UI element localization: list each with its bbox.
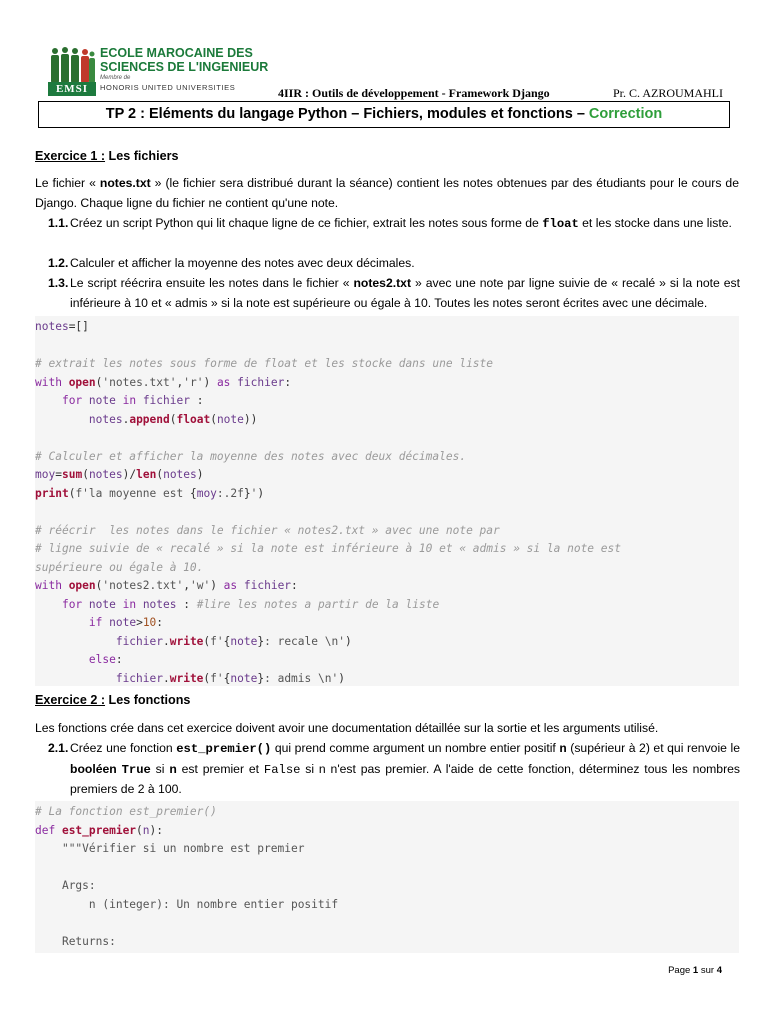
- code-token: [35, 616, 89, 629]
- code-line: [35, 670, 739, 687]
- code-token: else: [88, 653, 116, 666]
- code-line: [35, 503, 739, 522]
- question-number: 2.1.: [48, 741, 69, 755]
- code-block-exercise-1: [35, 316, 739, 686]
- code-block-exercise-2: [35, 801, 739, 953]
- code-token: {: [189, 486, 197, 500]
- code-text: n: [559, 742, 567, 756]
- code-token: f'la moyenne est: [75, 486, 190, 500]
- code-line: [35, 577, 739, 596]
- code-token: Args:: [61, 879, 96, 892]
- code-token: f': [210, 634, 224, 648]
- code-token: moy: [196, 486, 217, 500]
- code-token: # Calculer et afficher la moyenne des notes avec deux décimales.: [35, 449, 467, 463]
- question-2-1: [48, 739, 740, 800]
- code-token: }: [257, 671, 265, 685]
- page-label: Page: [668, 965, 693, 976]
- code-token: ': [250, 486, 258, 500]
- text-run: si: [150, 761, 170, 776]
- code-token: fichier: [243, 579, 292, 592]
- question-1-3: [48, 274, 740, 313]
- code-text: False: [263, 762, 301, 777]
- text-run: est premier et: [176, 761, 264, 776]
- question-1-2: [48, 254, 740, 274]
- code-token: }: [257, 634, 265, 648]
- exercise-2-intro: Les fonctions crée dans cet exercice doivent avoir une documentation détaillée sur la sortie et les arguments utilisé.: [35, 721, 659, 735]
- code-token: :: [196, 394, 204, 407]
- code-token: :: [291, 579, 298, 592]
- code-token: open: [68, 375, 96, 389]
- text-run: si n n'est pas premier. A l'aide de cette fonction, déterminez tous les nombres premiers de 2 à 100.: [70, 761, 741, 796]
- code-text: est_premier(): [176, 742, 272, 756]
- logo-honoris-text: HONORIS UNITED UNIVERSITIES: [100, 83, 236, 92]
- code-token: 10: [142, 616, 157, 629]
- code-token: (: [210, 412, 217, 426]
- bold-text: notes.txt: [99, 176, 151, 190]
- exercise-1-topic: Les fichiers: [105, 149, 179, 163]
- bold-text: booléen: [70, 761, 117, 776]
- code-token: [35, 635, 116, 648]
- code-token: 'notes.txt': [102, 375, 177, 389]
- code-token: notes: [88, 468, 123, 481]
- question-number: 1.3.: [48, 276, 69, 290]
- code-token: for: [61, 597, 89, 611]
- code-token: .: [162, 671, 170, 685]
- code-token: : recale \n': [264, 634, 345, 648]
- emsi-logo: [48, 45, 269, 97]
- code-token: float: [176, 412, 211, 426]
- code-token: note: [109, 616, 137, 629]
- title-correction-label: Correction: [588, 106, 663, 122]
- code-token: append: [129, 412, 170, 426]
- code-token: : admis \n': [264, 671, 339, 685]
- code-token: )/: [122, 468, 137, 481]
- code-token: ): [203, 375, 217, 389]
- code-token: print: [35, 486, 69, 500]
- code-token: fichier: [142, 394, 197, 407]
- code-token: fichier: [115, 671, 163, 685]
- code-token: (: [203, 634, 211, 648]
- code-token: {: [223, 671, 231, 685]
- code-line: [35, 448, 739, 467]
- logo-school-name-line2: SCIENCES DE L'INGENIEUR: [100, 60, 269, 74]
- exercise-1-intro: [35, 174, 739, 213]
- code-line: [35, 429, 739, 448]
- code-token: ): [210, 579, 224, 592]
- logo-membre-text: Membre de: [100, 75, 131, 81]
- code-token: 'w': [189, 579, 211, 592]
- code-line: [35, 651, 739, 670]
- code-line: [35, 374, 739, 393]
- exercise-2-topic: Les fonctions: [105, 693, 191, 707]
- code-line: [35, 914, 739, 933]
- code-line: [35, 859, 739, 878]
- question-text: [70, 254, 740, 274]
- question-text: [70, 739, 740, 800]
- exercise-1-label: Exercice 1 :: [35, 149, 106, 163]
- bold-text: n: [169, 761, 177, 776]
- exercise-2-label: Exercice 2 :: [35, 693, 106, 707]
- code-line: [35, 933, 739, 952]
- code-token: def: [35, 823, 62, 837]
- code-token: (: [203, 671, 211, 685]
- question-number: 1.1.: [48, 216, 69, 230]
- code-token: est_premier: [61, 823, 137, 837]
- code-token: note: [230, 634, 258, 648]
- code-token: sum: [61, 468, 83, 481]
- code-token: fichier: [115, 634, 163, 648]
- logo-school-name-line1: ECOLE MAROCAINE DES: [100, 46, 253, 60]
- code-line: [35, 485, 739, 504]
- exercise-2-heading: [35, 691, 739, 711]
- code-token: write: [169, 634, 204, 648]
- code-token: ,: [176, 375, 184, 389]
- text-run: Calculer et afficher la moyenne des notes avec deux décimales.: [70, 256, 415, 270]
- code-token: 'notes2.txt': [102, 579, 184, 592]
- code-token: Returns:: [61, 934, 116, 948]
- code-token: # extrait les notes sous forme de float et les stocke dans une liste: [35, 357, 494, 370]
- code-token: if: [88, 616, 110, 629]
- code-token: f': [210, 671, 224, 685]
- code-token: :: [183, 597, 197, 611]
- code-line: [35, 803, 739, 822]
- code-token: .: [122, 412, 130, 426]
- code-token: ): [338, 671, 345, 685]
- code-token: (: [82, 468, 89, 481]
- exercise-1-heading: [35, 147, 739, 167]
- code-line: [35, 633, 739, 652]
- code-line: [35, 411, 739, 430]
- page-footer: [668, 965, 722, 976]
- code-token: as: [216, 375, 238, 389]
- code-token: #lire les notes a partir de la liste: [196, 597, 440, 611]
- code-token: len: [136, 468, 157, 481]
- text-run: (supérieur à 2) et qui renvoie le: [566, 741, 740, 755]
- code-text: True: [121, 762, 151, 777]
- code-token: [35, 898, 89, 911]
- code-token: ,: [183, 579, 190, 592]
- code-token: {: [223, 634, 231, 648]
- page-total: 4: [716, 965, 722, 976]
- code-token: .: [162, 634, 170, 648]
- code-token: [35, 672, 116, 685]
- code-token: }: [243, 486, 251, 500]
- code-token: for: [61, 394, 89, 407]
- code-line: [35, 318, 739, 337]
- page-of-label: sur: [698, 965, 717, 976]
- code-token: =[]: [68, 320, 89, 333]
- code-token: (: [169, 412, 177, 426]
- code-token: [35, 935, 62, 948]
- code-line: [35, 840, 739, 859]
- question-number: 1.2.: [48, 256, 69, 270]
- code-line: [35, 355, 739, 374]
- code-token: in: [122, 394, 143, 407]
- code-token: in: [122, 597, 143, 611]
- code-token: ): [257, 486, 265, 500]
- bold-text: notes2.txt: [353, 276, 412, 290]
- code-token: n (integer): Un nombre entier positif: [88, 897, 339, 911]
- course-title: 4IIR : Outils de développement - Framework Django: [278, 86, 550, 100]
- code-line: [35, 877, 739, 896]
- code-token: (: [68, 486, 76, 500]
- people-logo-icon: [48, 45, 96, 85]
- code-token: ): [344, 634, 352, 648]
- text-run: » (le fichier sera distribué durant la séance) contient les notes obtenues par des étudiants pour le cours de Django. Chaque ligne du fichier ne contient qu'une note.: [35, 176, 739, 210]
- document-title-box: [38, 101, 730, 128]
- code-token: 'r': [183, 375, 204, 389]
- question-text: [70, 214, 740, 235]
- code-token: moy: [35, 468, 56, 481]
- code-token: notes: [88, 412, 123, 426]
- code-token: note: [216, 412, 244, 426]
- code-token: # ligne suivie de « recalé » si la note est inférieure à 10 et « admis » si la note est: [35, 542, 621, 555]
- code-token: [35, 413, 89, 426]
- code-line: [35, 822, 739, 841]
- code-line: [35, 522, 739, 541]
- code-line: [35, 337, 739, 356]
- code-token: )): [243, 412, 258, 426]
- code-line: [35, 559, 739, 578]
- code-token: note: [230, 671, 258, 685]
- code-token: # réécrir les notes dans le fichier « notes2.txt » avec une note par: [35, 523, 500, 537]
- code-token: ): [196, 468, 204, 481]
- code-token: with: [35, 375, 69, 389]
- logo-emsi-text: EMSI: [48, 82, 96, 96]
- code-token: notes: [163, 468, 197, 481]
- code-line: [35, 896, 739, 915]
- code-token: open: [68, 579, 96, 592]
- code-token: [35, 879, 62, 892]
- code-token: (: [95, 375, 103, 389]
- text-run: qui prend comme argument un nombre entier positif: [271, 741, 560, 755]
- code-token: [35, 598, 62, 611]
- code-token: as: [223, 579, 244, 592]
- code-token: n: [142, 823, 150, 837]
- code-token: note: [88, 597, 123, 611]
- code-token: [35, 653, 89, 666]
- code-token: supérieure ou égale à 10.: [35, 560, 204, 574]
- page-number: 1: [692, 965, 699, 976]
- document-title: TP 2 : Eléments du langage Python – Fichiers, modules et fonctions –: [105, 106, 589, 122]
- code-token: [35, 842, 62, 855]
- text-run: Créez une fonction: [70, 741, 177, 755]
- code-token: fichier: [237, 375, 285, 389]
- code-token: write: [169, 671, 204, 685]
- text-run: Le fichier «: [35, 176, 100, 190]
- code-token: [35, 394, 62, 407]
- code-token: :: [284, 375, 292, 389]
- code-token: (: [156, 468, 164, 481]
- code-line: [35, 392, 739, 411]
- code-token: notes: [142, 597, 184, 611]
- code-token: with: [35, 579, 69, 592]
- code-token: note: [88, 394, 123, 407]
- code-token: """Vérifier si un nombre est premier: [61, 842, 305, 855]
- code-token: (: [95, 579, 103, 592]
- question-text: [70, 274, 740, 313]
- question-1-1: [48, 214, 740, 235]
- code-token: # La fonction est_premier(): [35, 805, 217, 818]
- code-token: :: [115, 653, 123, 666]
- code-line: [35, 540, 739, 559]
- text-run: » avec une note par ligne suivie de « recalé » si la note est inférieure à 10 et « admis » si la note est supérieure ou égale à 10. Toutes les notes seront écrites avec une décimale.: [70, 276, 741, 310]
- code-token: :.2f: [216, 486, 244, 500]
- code-token: :: [156, 616, 164, 629]
- code-token: ):: [149, 823, 164, 837]
- code-line: [35, 596, 739, 615]
- text-run: et les stocke dans une liste.: [578, 216, 732, 230]
- professor-name: Pr. C. AZROUMAHLI: [612, 86, 723, 100]
- code-token: >: [136, 616, 143, 629]
- code-line: [35, 614, 739, 633]
- text-run: Le script réécrira ensuite les notes dans le fichier «: [70, 276, 354, 290]
- code-line: [35, 466, 739, 485]
- code-token: notes: [35, 320, 69, 333]
- text-run: Créez un script Python qui lit chaque ligne de ce fichier, extrait les notes sous forme de: [70, 216, 543, 230]
- code-token: (: [136, 823, 143, 837]
- code-token: =: [55, 468, 62, 481]
- code-text: float: [542, 217, 579, 231]
